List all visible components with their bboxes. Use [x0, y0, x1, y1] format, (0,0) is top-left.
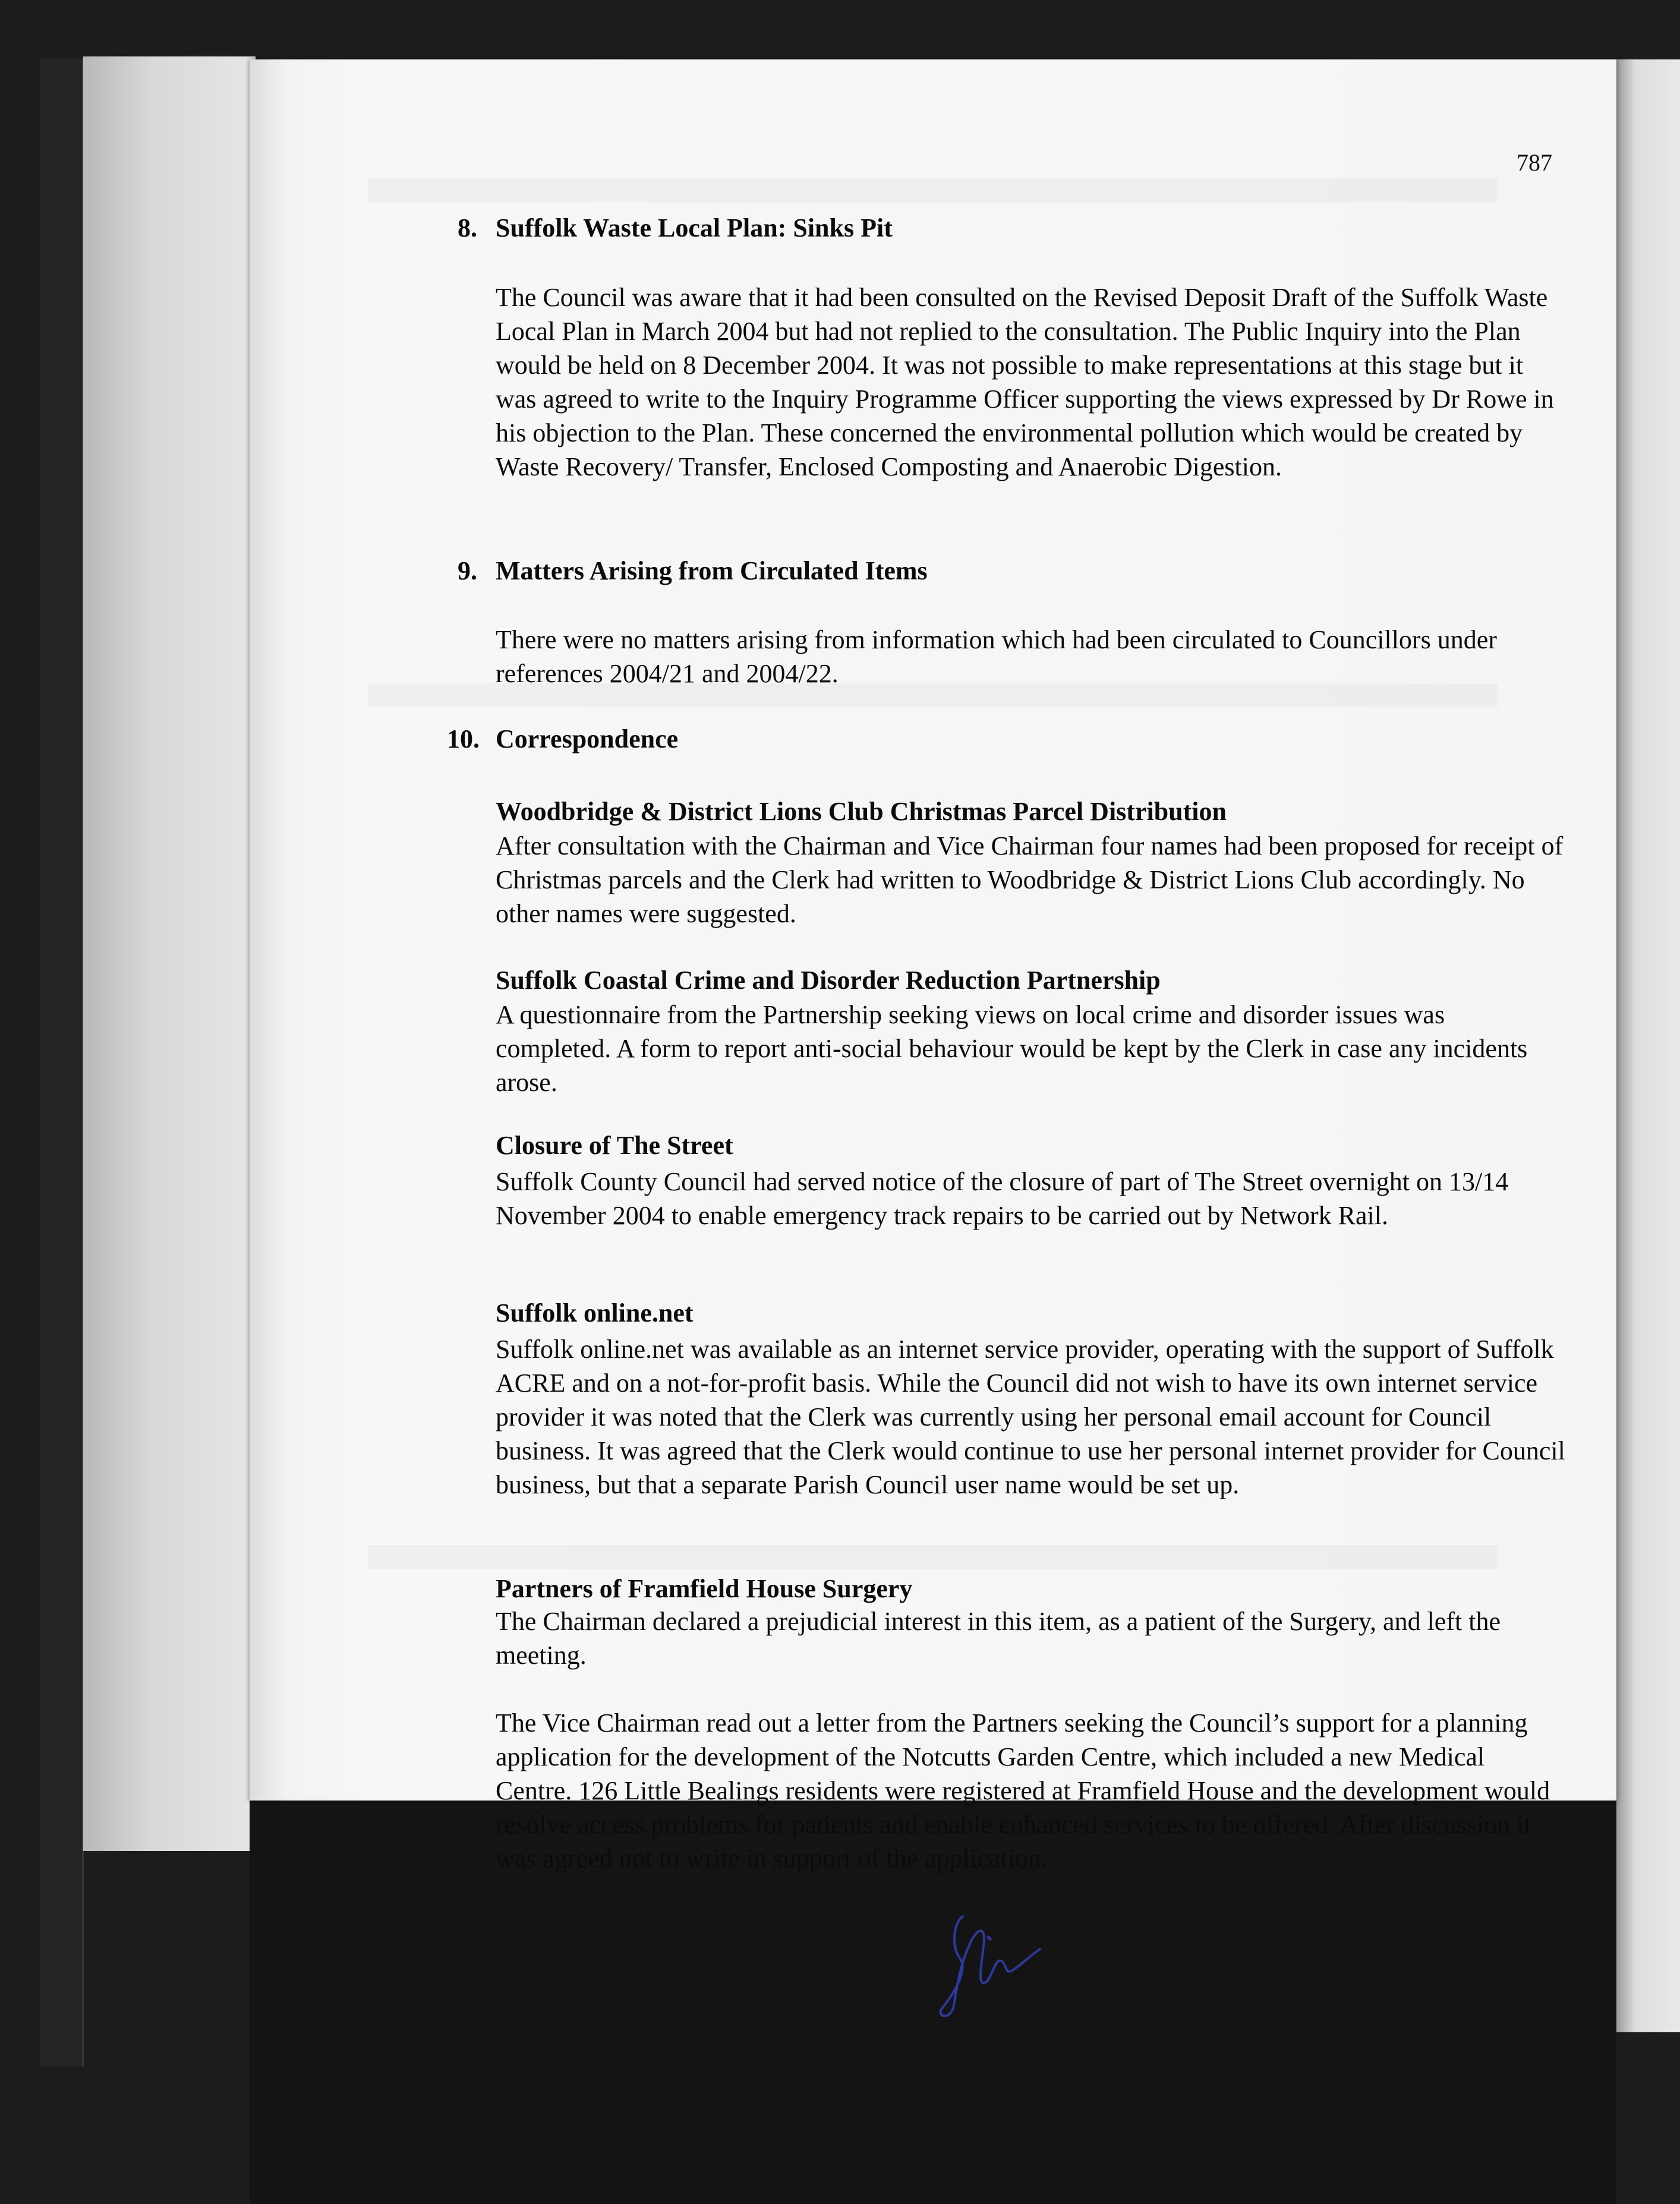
correspondence-title: Suffolk Coastal Crime and Disorder Reduction Partnership	[496, 966, 1161, 995]
adjacent-page-edge	[1616, 59, 1680, 2032]
correspondence-paragraph: A questionnaire from the Partnership seeking views on local crime and disorder issues was completed. A form to report anti-social behaviour would be kept by the Clerk in case any incidents arose.	[496, 1000, 1528, 1097]
section-number: 8.	[458, 213, 477, 242]
correspondence-title: Partners of Framfield House Surgery	[496, 1574, 913, 1603]
section-heading	[447, 724, 678, 754]
section-title: Suffolk Waste Local Plan: Sinks Pit	[496, 213, 893, 242]
book-binding	[40, 58, 84, 2067]
section-title: Correspondence	[496, 724, 679, 753]
section-body: There were no matters arising from information which had been circulated to Councillors under references 2004/21 and 2004/22.	[496, 625, 1497, 688]
section-number: 9.	[458, 556, 477, 585]
correspondence-paragraph: After consultation with the Chairman and Vice Chairman four names had been proposed for receipt of Christmas parcels and the Clerk had written to Woodbridge & District Lions Club accordingly. No other names were suggested.	[496, 831, 1564, 928]
section-title: Matters Arising from Circulated Items	[496, 556, 928, 585]
page-stack-edge	[83, 56, 256, 1851]
section-number: 10.	[447, 724, 480, 753]
section-heading	[458, 556, 928, 586]
section-heading	[458, 213, 893, 243]
correspondence-paragraph: Suffolk online.net was available as an internet service provider, operating with the support of Suffolk ACRE and on a not-for-profit basis. While the Council did not wish to have its own internet service provider it was noted that the Clerk was currently using her personal email account for Council business. It was agreed that the Clerk would continue to use her personal internet provider for Council business, but that a separate Parish Council user name would be set up.	[496, 1335, 1565, 1499]
section-body: The Council was aware that it had been consulted on the Revised Deposit Draft of the Suffolk Waste Local Plan in March 2004 but had not replied to the consultation. The Public Inquiry into the Plan would be held on 8 December 2004. It was not possible to make representations at this stage but it was agreed to write to the Inquiry Programme Officer supporting the views expressed by Dr Rowe in his objection to the Plan. These concerned the environmental pollution which would be created by Waste Recovery/ Transfer, Enclosed Composting and Anaerobic Digestion.	[496, 283, 1554, 481]
correspondence-title: Suffolk online.net	[496, 1298, 694, 1328]
correspondence-title: Closure of The Street	[496, 1131, 733, 1160]
signature-initials	[918, 1905, 1049, 2023]
show-through-ghost	[368, 1545, 1498, 1569]
correspondence-title: Woodbridge & District Lions Club Christmas Parcel Distribution	[496, 797, 1227, 826]
correspondence-paragraph: Suffolk County Council had served notice of the closure of part of The Street overnight on 13/14 November 2004 to enable emergency track repairs to be carried out by Network Rail.	[496, 1167, 1509, 1230]
correspondence-paragraph: The Chairman declared a prejudicial interest in this item, as a patient of the Surgery, and left the meeting.	[496, 1607, 1501, 1670]
page-number: 787	[1517, 149, 1552, 176]
correspondence-paragraph: The Vice Chairman read out a letter from the Partners seeking the Council’s support for a planning application for the development of the Notcutts Garden Centre, which included a new Medical Centre. 126 Little Bealings residents were registered at Framfield House and the development would resolve access problems for patients and enable enhanced services to be offered. After discussion it was agreed not to write in support of the application.	[496, 1708, 1550, 1873]
show-through-ghost	[368, 178, 1498, 202]
